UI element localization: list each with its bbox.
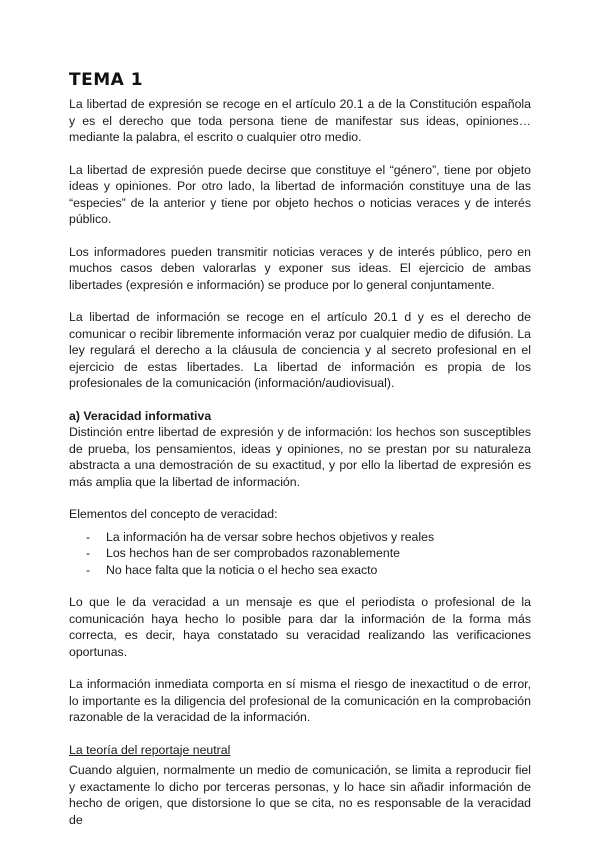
paragraph-libertad-informacion: La libertad de información se recoge en el artículo 20.1 d y es el derecho de comunicar o recibir libremente información veraz por cualquier medio de difusión. La ley regulará el derecho a la cláusula de conciencia y al secreto profesional en el ejercicio de estas libertades. La libertad de información es propia de los profesionales de la comunicación (información/audiovisual). [69,310,531,390]
document-title: TEMA 1 [69,70,144,90]
paragraph-informacion-inmediata: La información inmediata comporta en sí misma el riesgo de inexactitud o de error, lo importante es la diligencia del profesional de la comunicación en la comprobación razonable de la veracidad de la información. [69,677,531,724]
elements-label: Elementos del concepto de veracidad: [69,507,278,521]
bullet-dash: - [86,562,91,577]
paragraph-reportaje-neutral: Cuando alguien, normalmente un medio de comunicación, se limita a reproducir fiel y exactamente lo dicho por terceras personas, y lo hace sin añadir información de hecho de origen, que distorsione lo que se cita, no es responsable de la veracidad de [69,763,531,827]
bullet-dash: - [86,529,91,544]
section-b-heading: La teoría del reportaje neutral [69,742,231,757]
section-a-heading: a) Veracidad informativa [69,408,212,423]
paragraph-veracidad-mensaje: Lo que le da veracidad a un mensaje es que el periodista o profesional de la comunicación haya hecho lo posible para dar la información de la forma más correcta, es decir, haya constatado su veracidad realizando las verificaciones oportunas. [69,595,531,659]
list-item: - Los hechos han de ser comprobados razonablemente [86,546,400,560]
document-content [69,70,531,844]
paragraph-genero-especies: La libertad de expresión puede decirse que constituye el “género”, tiene por objeto ideas y opiniones. Por otro lado, la libertad de información constituye una de las “especies” de la anterior y tiene por objeto hechos o noticias veraces y de interés público. [69,162,531,226]
paragraph-informadores: Los informadores pueden transmitir noticias veraces y de interés público, pero en muchos casos deben valorarlas y exponer sus ideas. El ejercicio de ambas libertades (expresión e información) se produce por lo general conjuntamente. [69,244,531,292]
bullet-dash: - [86,546,91,560]
list-item: - La información ha de versar sobre hechos objetivos y reales [86,529,435,544]
paragraph-libertad-expresion: La libertad de expresión se recoge en el artículo 20.1 a de la Constitución española y es el derecho que toda persona tiene de manifestar sus ideas, opiniones… mediante la palabra, el escrito o cualquier otro medio. [69,97,531,144]
list-item: - No hace falta que la noticia o el hecho sea exacto [86,562,378,577]
section-a-intro: Distinción entre libertad de expresión y de información: los hechos son susceptibles de prueba, los pensamientos, ideas y opiniones, no se prestan por su naturaleza abstracta a una demostración de su exactitud, y por ello la libertad de expresión es más amplia que la libertad de información. [69,425,531,489]
veracity-elements-list [69,529,531,579]
